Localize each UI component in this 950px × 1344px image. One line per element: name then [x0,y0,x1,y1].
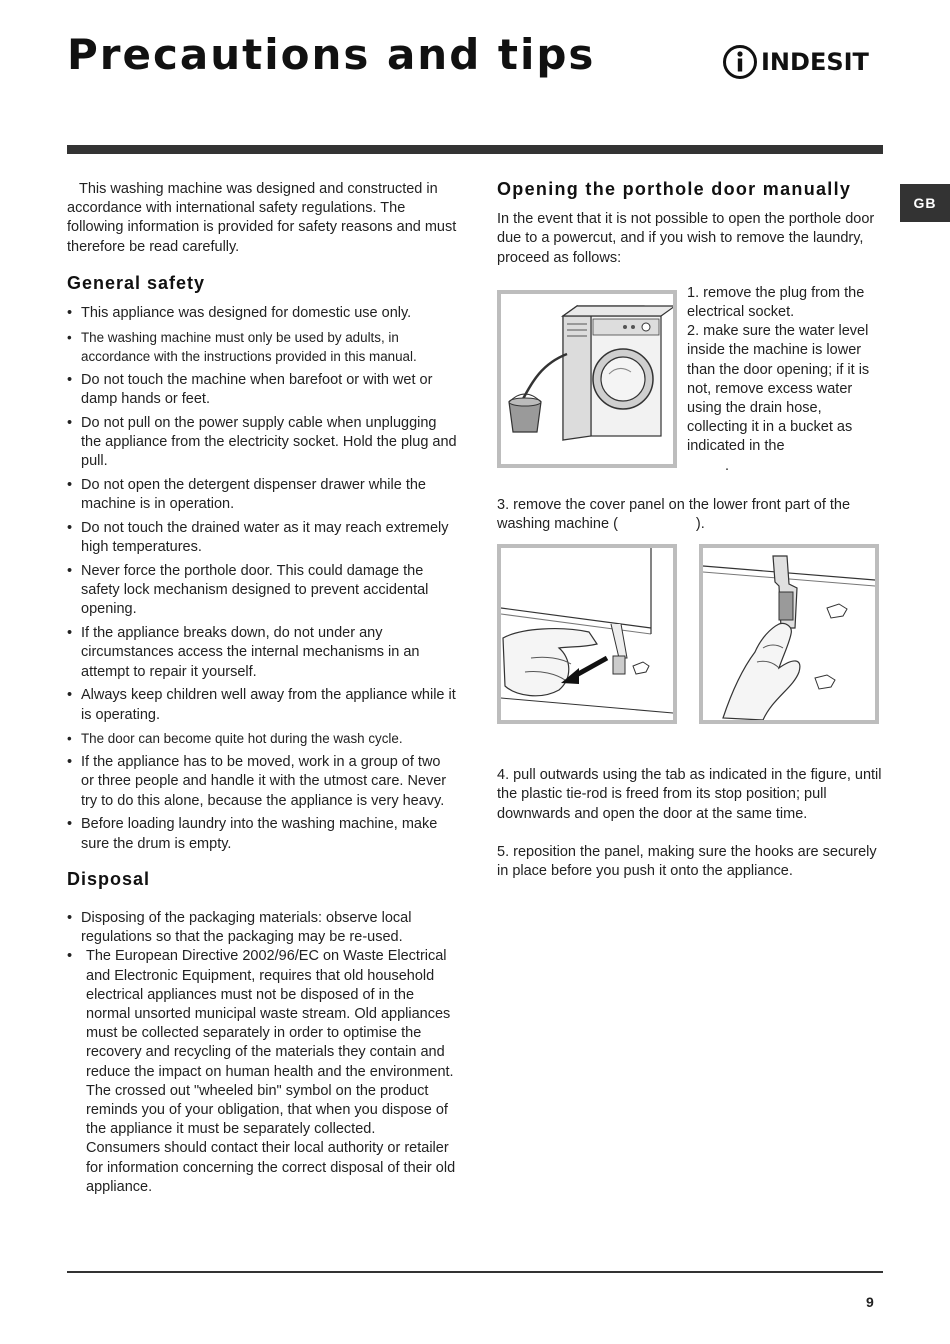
step-1-2-row [497,284,883,484]
disposal-list [67,909,457,1197]
page-number: 9 [866,1294,874,1310]
step-4: 4. pull outwards using the tab as indicated in the figure, until the plastic tie-rod is freed from its stop position; pull downwards and open the door at the same time. [497,767,882,822]
list-item [67,947,457,1197]
list-item: • Do not pull on the power supply cable when unplugging the appliance from the electricity socket. Hold the plug and pull. [67,414,457,472]
pull-tab-illustration [703,548,875,720]
list-item: • This appliance was designed for domestic use only. [67,304,457,323]
disposal-heading: Disposal [67,868,151,889]
list-item: • The washing machine must only be used by adults, in accordance with the instructions provided in this manual. [67,328,457,366]
list-item: • Never force the porthole door. This could damage the safety lock mechanism designed to prevent accidental opening. [67,562,457,620]
step-3: 3. remove the cover panel on the lower front part of the washing machine ( ). [497,496,851,533]
pull-tab-figure [699,544,879,724]
footer-rule [67,1271,883,1273]
remove-panel-illustration [501,548,673,720]
list-item: • Disposing of the packaging materials: observe local regulations so that the packaging may be re-used. [67,909,457,947]
remove-panel-figure [497,544,677,724]
porthole-heading: Opening the porthole door manually [497,179,852,199]
step-5: 5. reposition the panel, making sure the hooks are securely in place before you push it onto the appliance. [497,843,877,880]
intro-paragraph: This washing machine was designed and constructed in accordance with international safety regulations. The following information is provided for safety reasons and must therefore be read carefully. [67,181,457,255]
page-title: Precautions and tips [67,30,596,79]
list-item: • If the appliance breaks down, do not under any circumstances access the internal mechanisms in an attempt to repair it yourself. [67,624,457,682]
brand-name: INDESIT [761,48,869,76]
language-tab: GB [900,184,950,222]
list-item: • If the appliance has to be moved, work in a group of two or three people and handle it with the utmost care. Never try to do this alone, because the appliance is very heavy. [67,753,457,811]
list-item: • Do not open the detergent dispenser drawer while the machine is in operation. [67,476,457,514]
step-1-2-text [687,284,883,484]
porthole-intro: In the event that it is not possible to open the porthole door due to a powercut, and if you wish to remove the laundry, proceed as follows: [497,211,875,266]
washing-machine-drain-illustration [501,294,673,464]
list-item: • Do not touch the drained water as it may reach extremely high temperatures. [67,519,457,557]
brand-logo [722,42,869,82]
list-item: • The door can become quite hot during the wash cycle. [67,729,457,748]
list-item: • Always keep children well away from the appliance while it is operating. [67,686,457,724]
general-safety-list [67,304,457,854]
weee-directive-text: The European Directive 2002/96/EC on Waste Electrical and Electronic Equipment, requires that old household electrical appliances must not be disposed of in the normal unsorted municipal waste stream. Old appliances must be collected separately in order to optimise the recovery and recycling of the materials they contain and reduce the impact on human health and the environment. The crossed out "wheeled bin" symbol on the product reminds you of your obligation, that when you dispose of the appliance it must be separately collected. [86,948,454,1138]
list-item: • Before loading laundry into the washing machine, make sure the drum is empty. [67,815,457,853]
panel-figures-row [497,544,883,724]
indesit-logo-icon [722,44,758,80]
list-item: • Do not touch the machine when barefoot or with wet or damp hands or feet. [67,371,457,409]
left-column [67,180,457,1197]
step-1: 1. remove the plug from the electrical socket. [687,284,865,321]
step-2: 2. make sure the water level inside the machine is lower than the door opening; if it is not, remove excess water using the drain hose, collecting it in a bucket as indicated in the . [687,323,870,474]
general-safety-heading: General safety [67,272,206,293]
right-column [497,180,883,881]
header-rule [67,145,883,154]
drain-water-figure [497,290,677,468]
weee-contact-text: Consumers should contact their local authority or retailer for information concerning the correct disposal of their old appliance. [86,1140,456,1195]
